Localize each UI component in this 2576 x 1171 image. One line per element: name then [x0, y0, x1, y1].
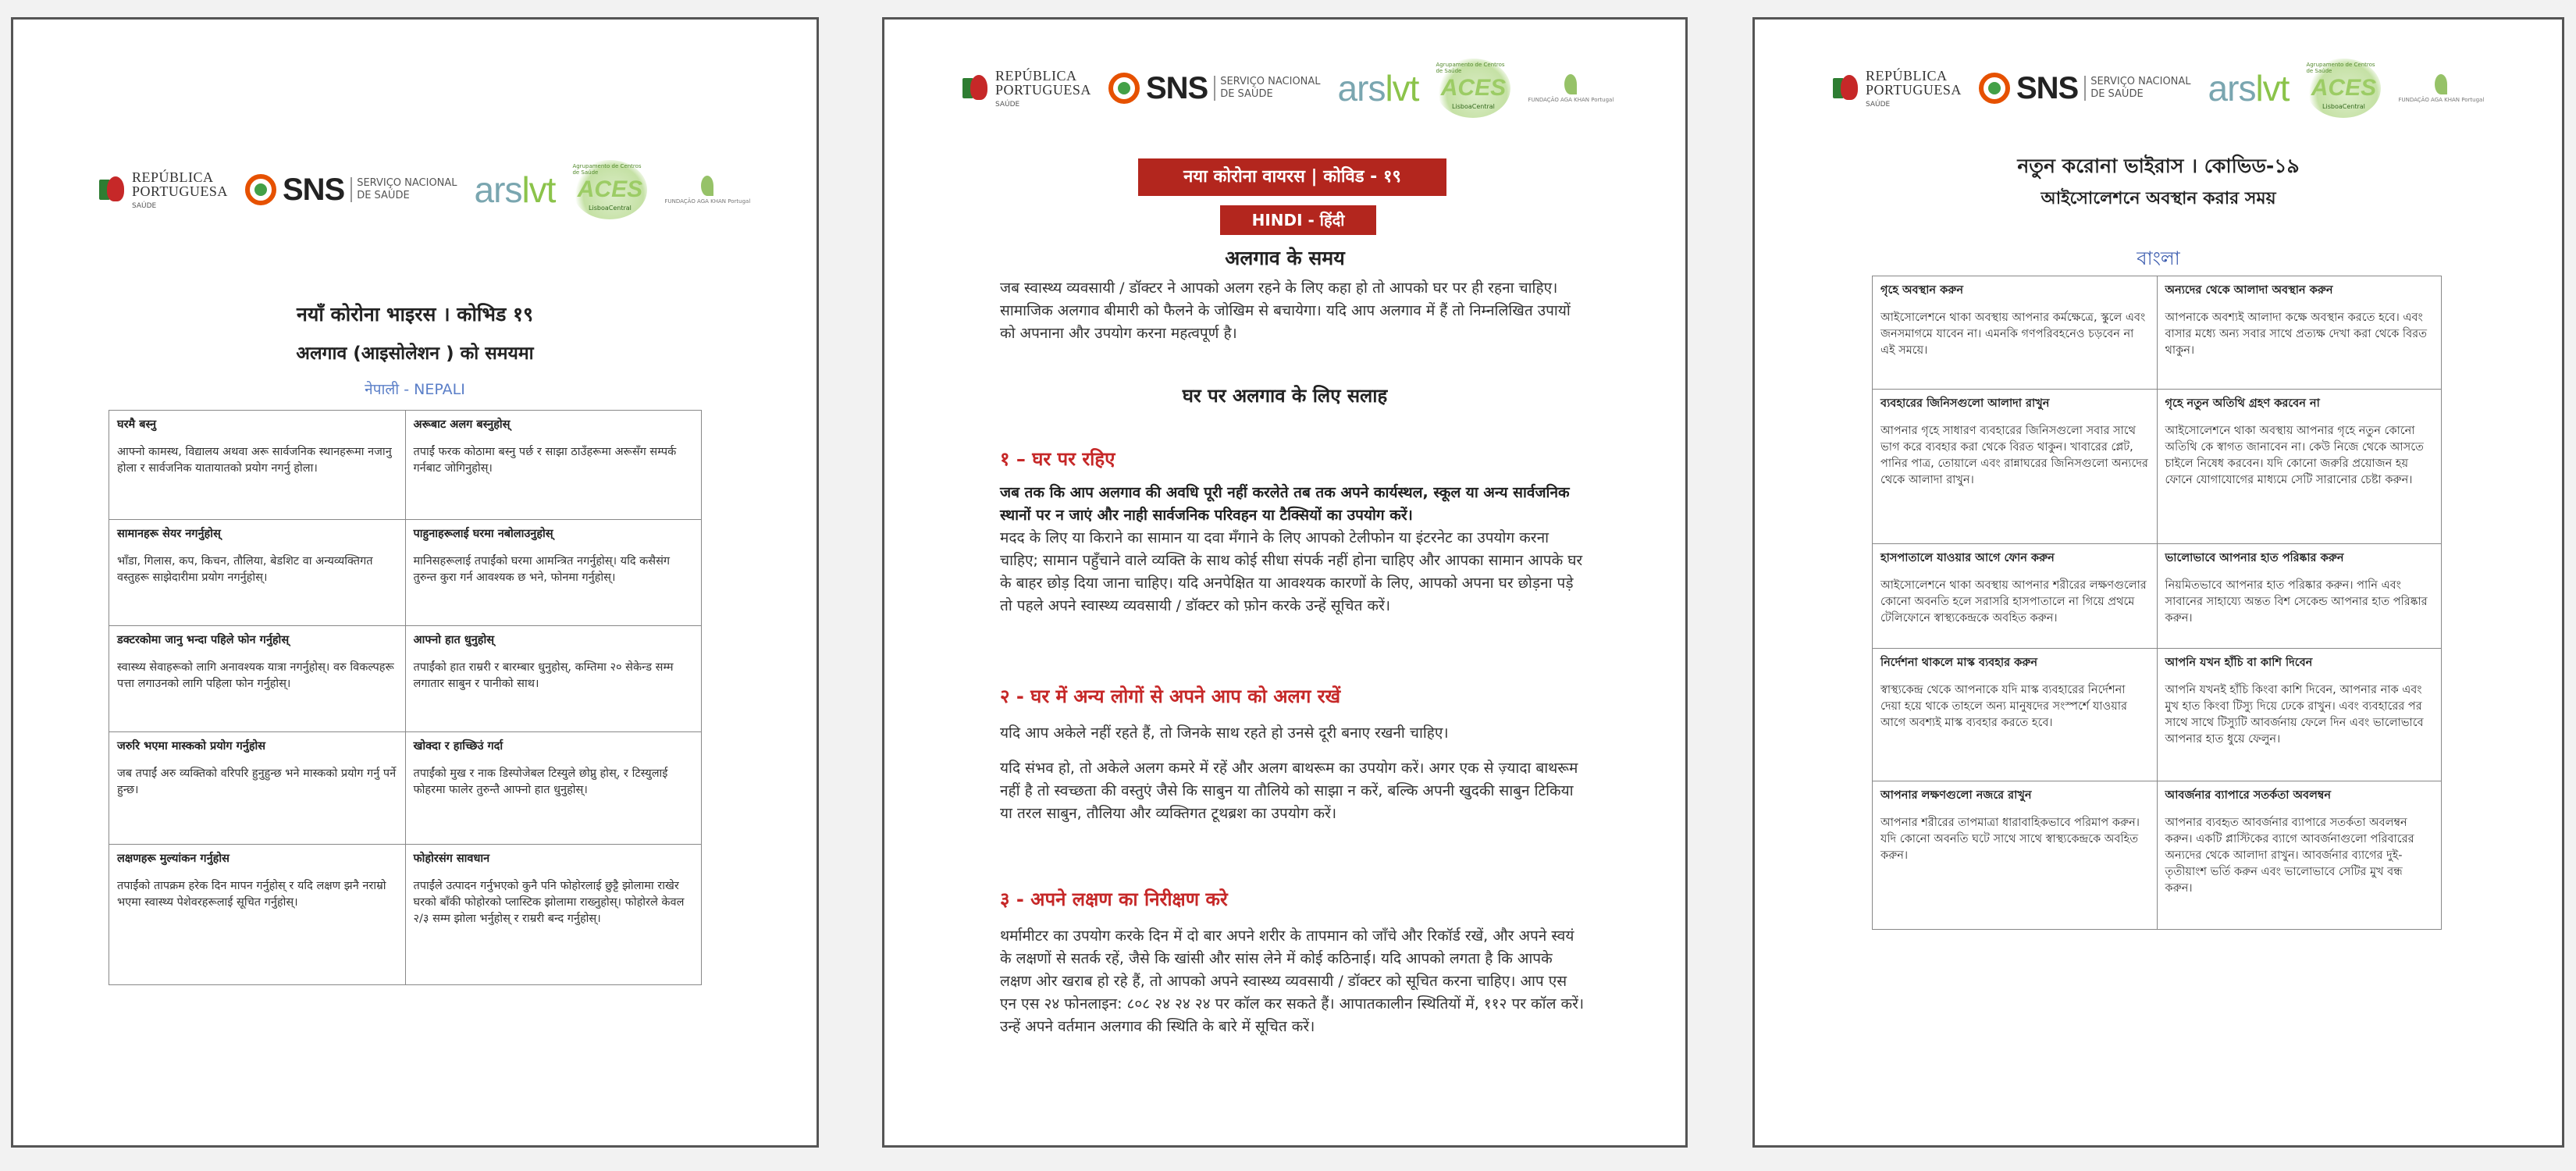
table-cell — [405, 411, 702, 520]
table-row — [109, 845, 702, 985]
page-nepali — [11, 17, 819, 1148]
sns-logo — [1979, 71, 2191, 106]
cell-heading: গৃহে নতুন অতিথি গ্রহণ করবেন না — [2165, 397, 2320, 410]
intro-paragraph: जब स्वास्थ्य व्यवसायी / डॉक्टर ने आपको अलग रहने के लिए कहा हो तो आपको घर पर ही रहना चाहिए। सामाजिक अलगाव बीमारी को फैलने के जोखिम से बचायेगा। यदि आप अलगाव में हैं तो निम्नलिखित उपायों को अपनाना और उपयोग करना महत्वपूर्ण है। — [1000, 279, 1571, 342]
cell-heading: ব্যবহারের জিনিসগুলো আলাদা রাখুন — [1880, 397, 2050, 410]
table-cell — [2157, 276, 2442, 390]
sns-logo — [245, 173, 457, 208]
cell-text: स्वास्थ्य सेवाहरूको लागि अनावश्यक यात्रा नगर्नुहोस्। वरु विकल्पहरू पत्ता लगाउनको लागि पहिला फोन गर्नुहोस्। — [117, 661, 394, 691]
logo-text: ACES — [2311, 75, 2377, 101]
logo-text: ACES — [1440, 75, 1507, 101]
table-row — [1873, 649, 2442, 781]
logo-text: REPÚBLICA — [132, 169, 214, 185]
table-cell — [405, 626, 702, 732]
page-title: अलगाव के समय — [1225, 247, 1345, 269]
aces-logo — [2306, 59, 2381, 118]
logo-bar — [99, 160, 750, 219]
logo-text: ars — [1337, 68, 1386, 109]
table-cell — [405, 845, 702, 985]
cell-text: নিয়মিতভাবে আপনার হাত পরিষ্কার করুন। পানি এবং সাবানের সাহায্যে অন্তত বিশ সেকেন্ড আপনার হাত পরিষ্কার করুন। — [2165, 579, 2428, 625]
leaf-icon — [701, 176, 713, 196]
cell-text: আপনার ব্যবহৃত আবর্জনার ব্যাপারে সতর্কতা অবলম্বন করুন। একটি প্লাস্টিকের ব্যাগে আবর্জনাগুলো পরিবারের অন্যদের থেকে আলাদা রাখুন। আবর্জনার ব্যাগের দুই-তৃতীয়াংশ ভর্তি করুন এবং ভালোভাবে সেটির মুখ বন্ধ করুন। — [2165, 817, 2414, 895]
table-cell — [2157, 390, 2442, 544]
advice-table — [109, 410, 702, 985]
table-row — [109, 520, 702, 626]
logo-text: SNS — [282, 172, 345, 207]
cell-heading: फोहोरसंग सावधान — [413, 852, 490, 865]
logo-text: lvt — [1385, 68, 1419, 109]
logo-text: SERVIÇO NACIONAL — [1220, 76, 1321, 88]
logo-text: lvt — [2255, 68, 2290, 109]
cell-text: तपाईंको हात राम्ररी र बारम्बार धुनुहोस्, कम्तिमा २० सेकेन्ड सम्म लगातार साबुन र पानीको साथ। — [413, 661, 674, 691]
republica-portuguesa-logo — [1833, 69, 1962, 109]
table-row — [1873, 544, 2442, 649]
logo-bar — [1833, 59, 2484, 118]
cell-heading: खोक्दा र हाच्छिउं गर्दा — [413, 740, 503, 753]
page-title: नयाँ कोरोना भाइरस । कोभिड १९ — [296, 303, 534, 326]
leaf-icon — [2435, 74, 2447, 94]
table-cell — [1873, 544, 2158, 649]
logo-text: SAÚDE — [1866, 100, 1891, 109]
logo-text: PORTUGUESA — [1866, 81, 1962, 98]
aga-khan-logo — [2398, 74, 2484, 103]
cell-text: तपाईंले उत्पादन गर्नुभएको कुनै पनि फोहोरलाई छुट्टै झोलामा राखेर घरको बाँकी फोहोरको प्लास्टिक झोलामा राख्नुहोस्। फोहोरले केवल २/३ सम्म झोला भर्नुहोस् र राम्ररी बन्द गर्नुहोस्। — [413, 880, 685, 926]
republica-portuguesa-logo — [99, 170, 228, 210]
cell-text: আপনি যখনই হাঁচি কিংবা কাশি দিবেন, আপনার নাক এবং মুখ হাত কিংবা টিস্যু দিয়ে ঢেকে রাখুন। এবং ব্যবহারের পর সাথে সাথে টিস্যুটি আবর্জনায় ফেলে দিন এবং ভালোভাবে আপনার হাত ধুয়ে ফেলুন। — [2165, 684, 2424, 746]
logo-text: Agrupamento de Centros de Saúde — [572, 163, 642, 176]
logo-text: SNS — [1145, 70, 1208, 105]
page-bangla — [1752, 17, 2564, 1148]
cell-text: আপনাকে অবশ্যই আলাদা কক্ষে অবস্থান করতে হবে। এবং বাসার মধ্যে অন্য সবার সাথে প্রত্যক্ষ দেখা করা থেকে বিরত থাকুন। — [2165, 311, 2427, 358]
logo-text: SAÚDE — [132, 201, 157, 210]
sns-circle-icon — [1108, 73, 1140, 104]
cell-heading: গৃহে অবস্থান করুন — [1880, 284, 1964, 297]
logo-text: ars — [2208, 68, 2256, 109]
logo-text: REPÚBLICA — [995, 67, 1077, 84]
section-3-text: थर्मामीटर का उपयोग करके दिन में दो बार अपने शरीर के तापमान को जाँचे और रिकॉर्ड रखें, और अपने स्वयं के लक्षणों से सतर्क रहें, जैसे कि खांसी और सांस लेने में कोई कठिनाई। यदि आपको लगता है कि आपके लक्षण ओर खराब हो रहे हैं, तो आपको अपने स्वास्थ्य व्यवसायी / डॉक्टर को सूचित करना चाहिए। आप एस एन एस २४ फोनलाइन: ८०८ २४ २४ २४ पर कॉल कर सकते हैं। आपातकालीन स्थितियों में, ११२ पर कॉल करें। उन्हें अपने वर्तमान अलगाव की स्थिति के बारे में सूचित करें। — [1000, 927, 1585, 1035]
flag-emblem-icon — [1833, 75, 1859, 101]
cell-text: আপনার শরীরের তাপমাত্রা ধারাবাহিকভাবে পরিমাপ করুন। যদি কোনো অবনতি ঘটে সাথে সাথে স্বাস্থ্যকেন্দ্রকে অবহিত করুন। — [1880, 817, 2140, 863]
page-hindi — [882, 17, 1688, 1148]
flag-emblem-icon — [99, 176, 126, 203]
table-row — [109, 626, 702, 732]
cell-heading: अरूबाट अलग बस्नुहोस् — [413, 418, 511, 431]
cell-text: आफ्नो कामस्थ, विद्यालय अथवा अरू सार्वजनिक स्थानहरूमा नजानु होला र सार्वजनिक यातायातको प्रयोग नगर्नु होला। — [117, 446, 392, 475]
logo-text: SAÚDE — [995, 100, 1020, 109]
table-cell — [1873, 276, 2158, 390]
cell-text: भाँडा, गिलास, कप, किचन, तौलिया, बेडशिट वा अन्यव्यक्तिगत वस्तुहरू साझेदारीमा प्रयोग नगर्नुहोस्। — [117, 555, 373, 585]
cell-text: तपाईंको तापक्रम हरेक दिन मापन गर्नुहोस् र यदि लक्षण झनै नराम्रो भएमा स्वास्थ्य पेशेवरहरूलाई सूचित गर्नुहोस्। — [117, 880, 386, 909]
ars-lvt-logo — [1337, 68, 1419, 109]
advice-table — [1872, 276, 2442, 930]
section-2-text-1: यदि आप अकेले नहीं रहते हैं, तो जिनके साथ रहते हो उनसे दूरी बनाए रखनी चाहिए। — [1000, 724, 1449, 742]
logo-text: FUNDAÇÃO AGA KHAN Portugal — [1528, 96, 1614, 103]
sns-circle-icon — [1979, 73, 2010, 104]
section-1-heading: १ – घर पर रहिए — [1000, 448, 1115, 470]
cell-heading: আপনার লক্ষণগুলো নজরে রাখুন — [1880, 789, 2032, 802]
page-subtitle: আইসোলেশনে অবস্থান করার সময় — [2041, 189, 2276, 208]
table-cell — [2157, 649, 2442, 781]
aces-logo — [1436, 59, 1510, 118]
aga-khan-logo — [1528, 74, 1614, 103]
cell-heading: पाहुनाहरूलाई घरमा नबोलाउनुहोस् — [413, 528, 553, 540]
table-cell — [405, 520, 702, 626]
logo-text: ACES — [577, 176, 643, 202]
cell-heading: আবর্জনার ব্যাপারে সতর্কতা অবলম্বন — [2165, 789, 2332, 802]
logo-text: PORTUGUESA — [132, 183, 228, 199]
table-row — [109, 411, 702, 520]
cell-text: तपाईंको मुख र नाक डिस्पोजेबल टिस्युले छोप्नु होस्, र टिस्युलाई फोहरमा फालेर तुरुन्तै आफ्नो हात धुनुहोस्। — [413, 767, 668, 797]
cell-text: আইসোলেশনে থাকা অবস্থায় আপনার কর্মক্ষেত্রে, স্কুলে এবং জনসমাগমে যাবেন না। এমনকি গণপরিবহনেও চড়বেন না এই সময়ে। — [1880, 311, 2146, 358]
cell-text: तपाईं फरक कोठामा बस्नु पर्छ र साझा ठाउँहरूमा अरूसँग सम्पर्क गर्नबाट जोगिनुहोस्। — [413, 446, 677, 475]
language-label: বাংলা — [2137, 247, 2180, 269]
ars-lvt-logo — [2208, 68, 2290, 109]
table-cell — [1873, 781, 2158, 930]
section-1-text: मदद के लिए या किराने का सामान या दवा मँगाने के लिए आपको टेलीफोन या इंटरनेट का उपयोग करना चाहिए; सामान पहुँचाने वाले व्यक्ति के साथ कोई सीधा संपर्क नहीं होना चाहिए और आपका सामान आपके घर के बाहर छोड़ दिया जाना चाहिए। यदि अनपेक्षित या आवश्यक कारणों के लिए, आपको अपना घर छोड़ना पड़े तो पहले अपने स्वास्थ्य व्यवसायी / डॉक्टर को फ़ोन करके उन्हें सूचित करें। — [1000, 529, 1583, 614]
aces-logo — [572, 160, 647, 219]
logo-text: lvt — [521, 169, 556, 210]
language-label: नेपाली - NEPALI — [365, 381, 465, 398]
logo-text: DE SAÚDE — [2090, 88, 2144, 100]
cell-text: আইসোলেশনে থাকা অবস্থায় আপনার শরীরের লক্ষণগুলোর কোনো অবনতি হলে সরাসরি হাসপাতালে না গিয়ে প্রথমে টেলিফোনে স্বাস্থ্যকেন্দ্রকে অবহিত করুন। — [1880, 579, 2147, 625]
page-title: নতুন করোনা ভাইরাস । কোভিড-১৯ — [2017, 155, 2300, 177]
cell-heading: जरुरि भएमा मास्कको प्रयोग गर्नुहोस — [117, 740, 266, 753]
logo-text: LisboaCentral — [2322, 103, 2365, 110]
sns-logo — [1108, 71, 1321, 106]
leaf-icon — [1564, 74, 1577, 94]
table-row — [1873, 276, 2442, 390]
cell-heading: অন্যদের থেকে আলাদা অবস্থান করুন — [2165, 284, 2333, 297]
cell-heading: आफ्नो हात धुनुहोस् — [413, 634, 495, 646]
cell-text: স্বাস্থ্যকেন্দ্র থেকে আপনাকে যদি মাস্ক ব্যবহারের নির্দেশনা দেয়া হয়ে থাকে তাহলে অন্য মানুষদের সংস্পর্শে যাওয়ার আগে অবশ্যই মাস্ক ব্যবহার করতে হবে। — [1880, 684, 2127, 730]
cell-heading: घरमै बस्नु — [117, 418, 157, 431]
flag-emblem-icon — [962, 75, 989, 101]
logo-text: ars — [474, 169, 522, 210]
logo-text: SNS — [2016, 70, 2079, 105]
cell-heading: হাসপাতালে যাওয়ার আগে ফোন করুন — [1880, 552, 2055, 564]
logo-text: DE SAÚDE — [357, 190, 410, 201]
table-cell — [1873, 390, 2158, 544]
logo-text: FUNDAÇÃO AGA KHAN Portugal — [664, 198, 751, 205]
cell-text: আপনার গৃহে সাধারণ ব্যবহারের জিনিসগুলো সবার সাথে ভাগ করে ব্যবহার করা থেকে বিরত থাকুন। খাবারের প্লেট, পানির পাত্র, তোয়ালে এবং রান্নাঘরের জিনিসগুলো অন্যদের থেকে আলাদা রাখুন। — [1880, 425, 2148, 487]
ars-lvt-logo — [474, 169, 556, 210]
sns-circle-icon — [245, 174, 276, 205]
table-cell — [109, 626, 406, 732]
advice-heading: घर पर अलगाव के लिए सलाह — [1182, 385, 1388, 407]
logo-text: Agrupamento de Centros de Saúde — [1436, 62, 1505, 74]
cell-heading: लक्षणहरू मुल्यांकन गर्नुहोस — [117, 852, 229, 865]
logo-text: FUNDAÇÃO AGA KHAN Portugal — [2398, 96, 2485, 103]
logo-text: Agrupamento de Centros de Saúde — [2306, 62, 2375, 74]
cell-text: जब तपाईं अरु व्यक्तिको वरिपरि हुनुहुन्छ भने मास्कको प्रयोग गर्नु पर्ने हुन्छ। — [117, 767, 397, 797]
table-cell — [1873, 649, 2158, 781]
table-cell — [109, 520, 406, 626]
logo-bar — [962, 59, 1614, 118]
logo-text: LisboaCentral — [1452, 103, 1495, 110]
logo-text: DE SAÚDE — [1220, 88, 1273, 100]
cell-heading: ভালোভাবে আপনার হাত পরিষ্কার করুন — [2165, 552, 2344, 564]
section-3-heading: ३ - अपने लक्षण का निरीक्षण करे — [1000, 888, 1228, 910]
logo-text: LisboaCentral — [589, 205, 632, 212]
section-2-text-2: यदि संभव हो, तो अकेले अलग कमरे में रहें और अलग बाथरूम का उपयोग करें। अगर एक से ज़्यादा बाथरूम नहीं है तो स्वच्छता की वस्तुएं जैसे कि साबुन या तौलिये को साझा न करें, बल्कि अपनी खुदकी साबुन टिकिया या तरल साबुन, तौलिया और व्यक्तिगत टूथब्रश का उपयोग करें। — [1000, 760, 1578, 822]
table-row — [1873, 390, 2442, 544]
table-cell — [109, 411, 406, 520]
language-banner: HINDI - हिंदी — [1220, 205, 1376, 235]
republica-portuguesa-logo — [962, 69, 1091, 109]
section-2-heading: २ - घर में अन्य लोगों से अपने आप को अलग रखें — [1000, 685, 1341, 707]
logo-text: SERVIÇO NACIONAL — [357, 177, 457, 190]
cell-heading: আপনি যখন হাঁচি বা কাশি দিবেন — [2165, 657, 2313, 669]
cell-text: আইসোলেশনে থাকা অবস্থায় আপনার গৃহে নতুন কোনো অতিথি কে স্বাগত জানাবেন না। কেউ নিজে থেকে আসতে চাইলে নিষেধ করবেন। যদি কোনো জরুরি প্রয়োজন হয় ফোনে যোগাযোগের মাধ্যমে সেটি সারানোর চেষ্টা করুন। — [2165, 425, 2424, 487]
table-cell — [405, 732, 702, 845]
cell-text: मानिसहरूलाई तपाईंको घरमा आमन्त्रित नगर्नुहोस्। यदि कसैसंग तुरुन्त कुरा गर्न आवश्यक छ भने, फोनमा गर्नुहोस्। — [413, 555, 671, 585]
section-1-bold: जब तक कि आप अलगाव की अवधि पूरी नहीं करलेते तब तक अपने कार्यस्थल, स्कूल या अन्य सार्वजनिक स्थानों पर न जाएं और नाही सार्वजनिक परिवहन या टैक्सियों का उपयोग करें। — [1000, 484, 1570, 524]
table-row — [109, 732, 702, 845]
table-cell — [2157, 781, 2442, 930]
table-cell — [109, 732, 406, 845]
logo-text: REPÚBLICA — [1866, 67, 1948, 84]
logo-text: PORTUGUESA — [995, 81, 1091, 98]
cell-heading: নির্দেশনা থাকলে মাস্ক ব্যবহার করুন — [1880, 657, 2038, 669]
cell-heading: सामानहरू सेयर नगर्नुहोस् — [117, 528, 221, 540]
logo-text: SERVIÇO NACIONAL — [2090, 76, 2191, 88]
table-cell — [109, 845, 406, 985]
cell-heading: डक्टरकोमा जानु भन्दा पहिले फोन गर्नुहोस् — [117, 634, 290, 646]
aga-khan-logo — [664, 176, 750, 205]
title-banner: नया कोरोना वायरस | कोविड - १९ — [1138, 158, 1446, 196]
page-subtitle: अलगाव (आइसोलेशन ) को समयमा — [296, 343, 534, 364]
table-cell — [2157, 544, 2442, 649]
table-row — [1873, 781, 2442, 930]
